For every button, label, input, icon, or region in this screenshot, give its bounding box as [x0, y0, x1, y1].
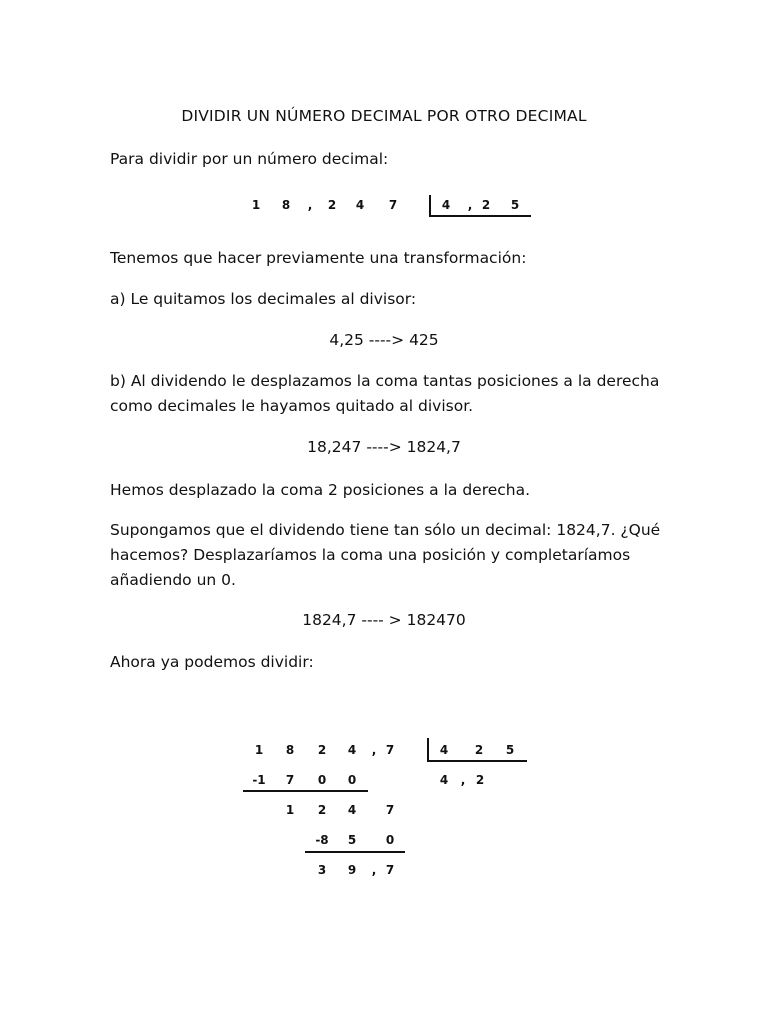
remainder-digit: 3: [317, 863, 327, 877]
subtraction-digit: -8: [315, 833, 329, 847]
dividend-digit: 8: [285, 743, 295, 757]
dividend-digit: 4: [347, 743, 357, 757]
remainder-digit: 9: [347, 863, 357, 877]
dividend-digit: 2: [327, 198, 337, 212]
dividend-digit: 8: [281, 198, 291, 212]
step-a-example: 4,25 ----> 425: [329, 331, 439, 349]
intro-paragraph: Para dividir por un número decimal:: [110, 150, 389, 168]
divisor-digit: 2: [481, 198, 491, 212]
quotient-digit: 4: [439, 773, 449, 787]
partial-digit: 7: [385, 803, 395, 817]
subtraction-line: [305, 851, 405, 853]
subtraction-digit: 0: [347, 773, 357, 787]
subtraction-digit: 7: [285, 773, 295, 787]
step-b-example: 18,247 ----> 1824,7: [307, 438, 461, 456]
dividend-digit: 1: [251, 198, 261, 212]
partial-digit: 2: [317, 803, 327, 817]
transform-paragraph: Tenemos que hacer previamente una transformación:: [110, 249, 527, 267]
now-paragraph: Ahora ya podemos dividir:: [110, 653, 314, 671]
suppose-paragraph: Supongamos que el dividendo tiene tan sólo un decimal: 1824,7. ¿Qué hacemos? Desplazaríamos la coma una posición y completaríamos añadiendo un 0.: [110, 521, 661, 589]
subtraction-digit: 0: [317, 773, 327, 787]
dividend-digit: ,: [307, 198, 313, 212]
step-a-paragraph: a) Le quitamos los decimales al divisor:: [110, 290, 417, 308]
subtraction-digit: 5: [347, 833, 357, 847]
dividend-digit: 1: [254, 743, 264, 757]
moved-paragraph: Hemos desplazado la coma 2 posiciones a la derecha.: [110, 481, 531, 499]
subtraction-line: [243, 790, 368, 792]
partial-digit: 4: [347, 803, 357, 817]
divisor-digit: ,: [467, 198, 473, 212]
dividend-digit: ,: [371, 743, 377, 757]
divisor-digit: 2: [474, 743, 484, 757]
page-title: DIVIDIR UN NÚMERO DECIMAL POR OTRO DECIMAL: [181, 107, 587, 125]
suppose-example: 1824,7 ---- > 182470: [302, 611, 466, 629]
divisor-digit: 5: [510, 198, 520, 212]
division-bracket-line: [427, 760, 527, 762]
quotient-digit: 2: [475, 773, 485, 787]
divisor-digit: 5: [505, 743, 515, 757]
division-bracket: [427, 738, 429, 762]
dividend-digit: 7: [385, 743, 395, 757]
dividend-digit: 7: [388, 198, 398, 212]
remainder-digit: 7: [385, 863, 395, 877]
quotient-digit: ,: [460, 773, 466, 787]
divisor-digit: 4: [439, 743, 449, 757]
divisor-digit: 4: [441, 198, 451, 212]
dividend-digit: 2: [317, 743, 327, 757]
step-b-paragraph: b) Al dividendo le desplazamos la coma tantas posiciones a la derecha como decimales le hayamos quitado al divisor.: [110, 372, 660, 415]
remainder-digit: ,: [371, 863, 377, 877]
dividend-digit: 4: [355, 198, 365, 212]
partial-digit: 1: [285, 803, 295, 817]
subtraction-digit: -1: [252, 773, 266, 787]
subtraction-digit: 0: [385, 833, 395, 847]
